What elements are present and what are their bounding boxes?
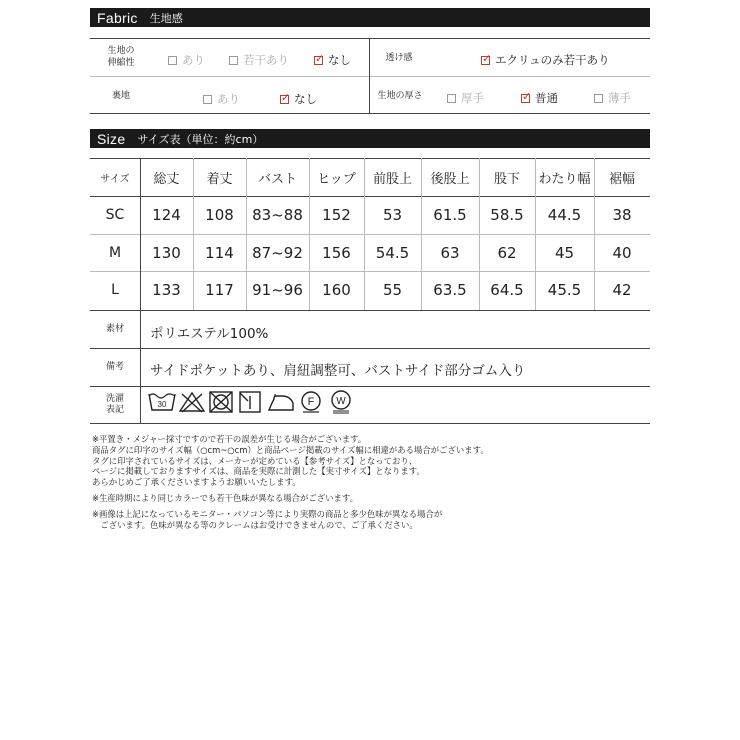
col-header-inseam: 股下 [493, 171, 520, 187]
note-line: ※平置き・メジャー採寸ですので若干の誤差が生じる場合がございます。 [92, 434, 367, 444]
col-header-length: 着丈 [206, 171, 233, 187]
size-value-cell: 87~92 [252, 244, 303, 262]
size-value-cell: 133 [152, 281, 181, 299]
size-line-5 [90, 348, 650, 349]
no-tumble-dry-icon [208, 390, 234, 414]
dry-clean-text: F [307, 396, 315, 408]
col-header-hip: ヒップ [317, 171, 356, 187]
fabric-bottom-line [90, 113, 650, 114]
size-value-cell: 130 [152, 244, 181, 262]
checkbox-icon [594, 94, 603, 103]
size-value-cell: 44.5 [547, 206, 582, 224]
checkbox-icon [203, 95, 212, 104]
sheer-label: 透け感 [385, 53, 413, 63]
size-value-cell: 152 [322, 206, 351, 224]
thickness-label: 生地の厚さ [377, 91, 423, 101]
size-header [90, 129, 650, 148]
size-value-cell: 117 [205, 281, 234, 299]
size-value-cell: 61.5 [433, 206, 467, 224]
thickness-option-normal: ✓ 普通 [521, 90, 558, 106]
size-value-cell: 63.5 [433, 281, 467, 299]
remarks-label: 備考 [105, 361, 124, 372]
size-value-cell: 58.5 [490, 206, 524, 224]
lining-label: 裏地 [111, 91, 130, 101]
wash-30-icon [148, 390, 176, 414]
notes-block [92, 434, 489, 530]
note-line: ※生産時期により同じカラーでも若干色味が異なる場合がございます。 [92, 492, 358, 503]
fabric-top-line [90, 38, 650, 39]
low-iron-icon [266, 390, 296, 414]
size-value-cell: 64.5 [490, 281, 524, 299]
size-value-cell: 55 [382, 281, 403, 299]
fabric-title-en: Fabric [97, 9, 138, 26]
stretch-option-no: ✓ なし [314, 52, 351, 68]
thickness-option-thick: 厚手 [447, 90, 484, 106]
fabric-header [90, 8, 650, 27]
care-label: 洗濯表記 [105, 393, 124, 415]
size-label-cell: SC [105, 207, 125, 223]
size-value-cell: 45.5 [547, 281, 582, 299]
lining-option-yes: あり [203, 91, 240, 107]
size-title-en: Size [97, 130, 126, 147]
size-label-cell: M [108, 245, 122, 261]
checked-checkbox-icon [481, 56, 490, 65]
checkbox-icon [229, 56, 238, 65]
checked-checkbox-icon [280, 95, 289, 104]
size-value-cell: 53 [382, 206, 403, 224]
note-line: ※画像は上記になっているモニター・パソコン等により実際の商品と多少色味が異なる場合が [92, 508, 443, 519]
size-line-7 [90, 423, 650, 424]
size-value-cell: 54.5 [375, 244, 410, 262]
size-label-cell: L [111, 282, 119, 298]
size-value-cell: 108 [205, 206, 234, 224]
stretch-option-slight: 若干あり [229, 52, 289, 68]
thickness-option-thin: 薄手 [594, 90, 631, 106]
stretch-option-yes: あり [168, 52, 205, 68]
dry-clean-f-icon [298, 390, 324, 414]
col-header-thigh-width: わたり幅 [538, 171, 591, 187]
size-value-cell: 38 [612, 206, 632, 224]
note-line: ございます。色味が異なる等のクレームはお受けできませんので、ご了承ください。 [92, 519, 418, 530]
size-value-cell: 40 [612, 244, 632, 262]
col-header-size: サイズ [100, 173, 130, 185]
checkbox-icon [447, 94, 456, 103]
size-title-jp: サイズ表（単位：約cm） [137, 132, 264, 146]
note-line: あらかじめご了承くださいますようお願いいたします。 [92, 477, 301, 488]
wet-clean-text: W [336, 396, 346, 407]
size-value-cell: 83~88 [252, 206, 303, 224]
sheer-option-ecru: ✓ エクリュのみ若干あり [481, 52, 610, 68]
size-line-4 [90, 310, 650, 311]
col-header-back-rise: 後股上 [430, 171, 470, 187]
remarks-value: サイドポケットあり、肩紐調整可、バストサイド部分ゴム入り [150, 363, 526, 379]
col-header-total-length: 総丈 [153, 171, 180, 187]
checked-checkbox-icon [521, 94, 530, 103]
checkbox-icon [168, 56, 177, 65]
fabric-title-jp: 生地感 [149, 11, 183, 25]
col-header-hem-width: 裾幅 [608, 171, 635, 187]
note-line: ページに掲載しておりますサイズは、商品を実際に計測した【実寸サイズ】となります。 [92, 466, 425, 477]
size-value-cell: 124 [152, 206, 181, 224]
wash-temp-text: 30 [157, 400, 167, 409]
note-line: タグに印字されているサイズは、メーカーが定めている【参考サイズ】となっており、 [92, 455, 418, 466]
lining-option-no: ✓ なし [280, 91, 317, 107]
size-value-cell: 91~96 [252, 281, 303, 299]
size-value-cell: 114 [205, 244, 234, 262]
material-label: 素材 [105, 323, 124, 334]
line-dry-icon [238, 390, 262, 414]
size-value-cell: 45 [554, 244, 575, 262]
size-value-cell: 160 [322, 281, 351, 299]
note-line: 商品タグに印字のサイズ幅（○cm~○cm）と商品ページ掲載のサイズ幅に相違がある場合がございます。 [92, 444, 489, 455]
size-value-cell: 63 [440, 244, 460, 262]
col-header-bust: バスト [257, 171, 297, 187]
size-value-cell: 156 [322, 244, 351, 262]
no-bleach-icon [178, 390, 206, 414]
material-value: ポリエステル100% [150, 326, 269, 342]
stretch-label: 生地の伸縮性 [107, 46, 135, 68]
fabric-mid-line [90, 76, 650, 77]
col-header-front-rise: 前股上 [372, 171, 412, 187]
checked-checkbox-icon [314, 56, 323, 65]
size-value-cell: 42 [612, 281, 632, 299]
wet-clean-w-icon [328, 390, 354, 414]
size-value-cell: 62 [497, 244, 517, 262]
size-line-6 [90, 386, 650, 387]
